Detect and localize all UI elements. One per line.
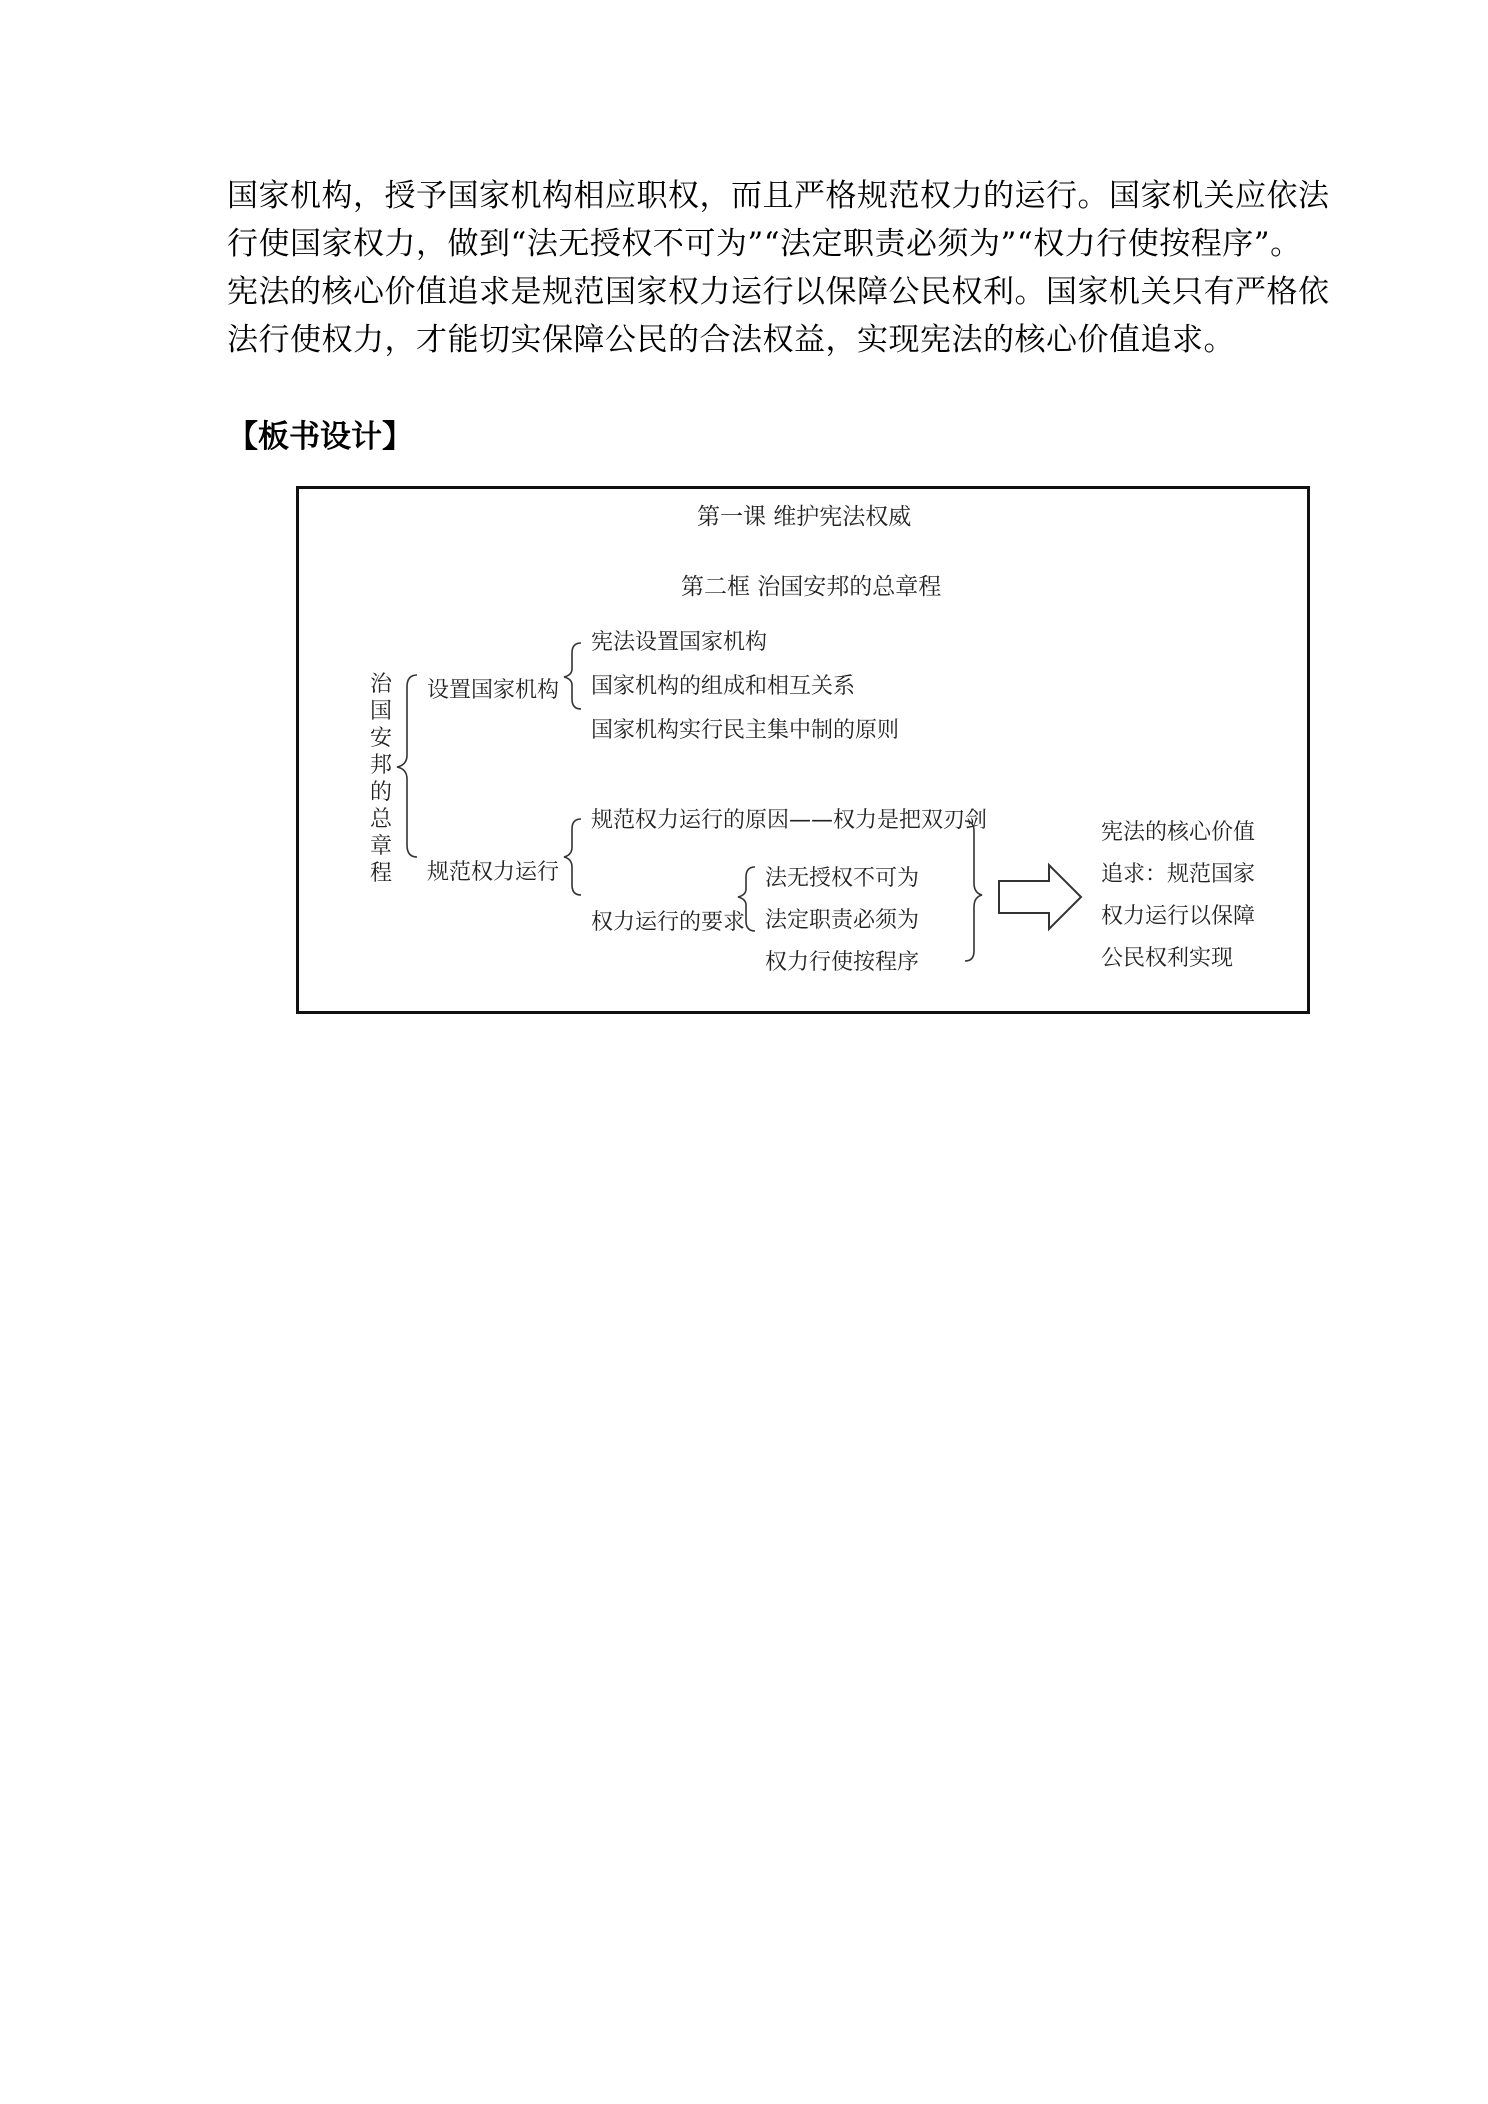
power-reason: 规范权力运行的原因——权力是把双刃剑 — [591, 808, 988, 833]
requirement-item: 权力行使按程序 — [765, 950, 920, 975]
branch1-item: 国家机构实行民主集中制的原则 — [591, 718, 900, 743]
closing-brace — [965, 821, 982, 961]
paragraph-line: 行使国家权力，做到“法无授权不可为”“法定职责必须为”“权力行使按程序”。 — [227, 226, 1302, 262]
conclusion-line: 宪法的核心价值 — [1101, 820, 1256, 845]
conclusion-line: 公民权利实现 — [1101, 946, 1234, 971]
requirement-item: 法定职责必须为 — [765, 908, 920, 933]
conclusion-line: 权力运行以保障 — [1101, 904, 1256, 929]
section-heading: 【板书设计】 — [227, 419, 413, 455]
requirements-label: 权力运行的要求 — [591, 910, 746, 935]
paragraph-line: 宪法的核心价值追求是规范国家权力运行以保障公民权利。国家机关只有严格依 — [227, 274, 1330, 310]
branch1-item: 国家机构的组成和相互关系 — [591, 674, 856, 699]
lesson-title: 第一课 维护宪法权威 — [697, 504, 912, 530]
frame-title: 第二框 治国安邦的总章程 — [681, 574, 942, 600]
paragraph-line: 国家机构，授予国家机构相应职权，而且严格规范权力的运行。国家机关应依法 — [227, 178, 1330, 214]
branch-label-set-institutions: 设置国家机构 — [427, 678, 560, 703]
root-brace — [397, 675, 417, 857]
requirement-item: 法无授权不可为 — [765, 866, 920, 891]
arrow-icon — [999, 865, 1081, 929]
branch-label-regulate-power: 规范权力运行 — [427, 860, 560, 885]
body-paragraph — [227, 172, 1330, 364]
branch1-item: 宪法设置国家机构 — [591, 630, 768, 655]
branch1-brace — [564, 643, 581, 709]
paragraph-line: 法行使权力，才能切实保障公民的合法权益，实现宪法的核心价值追求。 — [227, 322, 1235, 358]
blackboard-design-diagram — [296, 486, 1310, 1014]
root-label: 治国安邦的总章程 — [369, 672, 392, 886]
conclusion-line: 追求：规范国家 — [1101, 862, 1256, 887]
branch2-brace — [564, 819, 581, 895]
